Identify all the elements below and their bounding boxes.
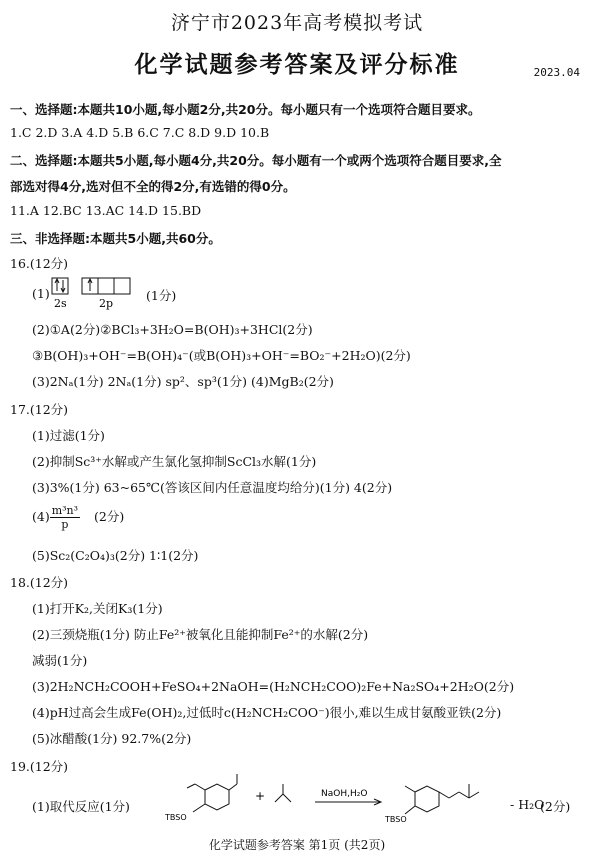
methoxy-bond [195, 784, 205, 790]
orbital-2p-box-2 [98, 278, 114, 294]
bond-line [229, 784, 237, 790]
q17-part4-prefix: (4) [32, 509, 50, 524]
q18-part4: (4)pH过高会生成Fe(OH)₂,过低时c(H₂NCH₂COO⁻)很小,难以生成甘氨酸亚铁(2分) [32, 705, 502, 720]
benzene-ring-icon [415, 786, 439, 812]
q16-part2c: ③B(OH)₃+OH⁻=B(OH)₄⁻(或B(OH)₃+OH⁻=BO₂⁻+2H₂O)(2分) [32, 348, 411, 363]
plus-sign: + [255, 789, 266, 803]
exam-title: 济宁市2023年高考模拟考试 [170, 12, 424, 34]
section1-answers: 1.C 2.D 3.A 4.D 5.B 6.C 7.C 8.D 9.D 10.B [10, 125, 270, 140]
document-subtitle: 化学试题参考答案及评分标准 [134, 52, 460, 78]
q18-part2b: 减弱(1分) [32, 653, 88, 668]
q18-part5: (5)冰醋酸(1分) 92.7%(2分) [32, 731, 192, 746]
q17-part4 [32, 504, 124, 531]
q17-part1: (1)过滤(1分) [32, 428, 105, 443]
section2-answers: 11.A 12.BC 13.AC 14.D 15.BD [10, 203, 202, 218]
alkene-bond [449, 792, 459, 798]
methoxy-bond [187, 784, 195, 788]
q16-part1-score: (1分) [146, 288, 177, 303]
section3-heading: 三、非选择题:本题共5小题,共60分。 [10, 231, 221, 246]
orbital-2s-label: 2s [54, 297, 67, 310]
q17-part4-score: (2分) [94, 509, 125, 524]
q17-part2: (2)抑制Sc³⁺水解或产生氯化氢抑制ScCl₃水解(1分) [32, 454, 317, 469]
bond-line [193, 804, 205, 812]
q19-heading: 19.(12分) [10, 759, 69, 774]
q17-part5: (5)Sc₂(C₂O₄)₃(2分) 1∶1(2分) [32, 548, 199, 563]
q17-part3: (3)3%(1分) 63~65℃(答该区间内任意温度均给分)(1分) 4(2分) [32, 480, 393, 495]
q19-part1-score: (2分) [540, 799, 571, 814]
section2-heading-line2: 部选对得4分,选对但不全的得2分,有选错的得0分。 [10, 179, 296, 194]
orbital-2p-box-3 [114, 278, 130, 294]
orbital-2s-box [52, 278, 68, 294]
methoxy-bond [405, 786, 415, 792]
orbital-2p-label: 2p [99, 297, 114, 310]
q18-heading: 18.(12分) [10, 575, 69, 590]
fraction-numerator: m³n³ [51, 504, 79, 517]
fraction-denominator: p [61, 518, 69, 531]
ketone-bond [459, 792, 469, 798]
bond-line [405, 806, 415, 814]
q18-part2: (2)三颈烧瓶(1分) 防止Fe²⁺被氧化且能抑制Fe²⁺的水解(2分) [32, 627, 369, 642]
section1-heading: 一、选择题:本题共10小题,每小题2分,共20分。每小题只有一个选项符合题目要求。 [10, 102, 481, 117]
reagent-label: NaOH,H₂O [321, 789, 368, 799]
methyl-bond [469, 792, 479, 798]
q16-part1-prefix: (1) [32, 286, 50, 301]
q18-part1: (1)打开K₂,关闭K₃(1分) [32, 601, 163, 616]
acetone-bond [275, 794, 283, 802]
alkene-bond [439, 792, 449, 798]
benzene-ring-icon [205, 784, 229, 810]
document-date: 2023.04 [533, 66, 580, 79]
tbso-group-label: TBSO [385, 815, 407, 824]
q16-heading: 16.(12分) [10, 256, 69, 271]
section2-heading-line1: 二、选择题:本题共5小题,每小题4分,共20分。每小题有一个或两个选项符合题目要求,全 [10, 153, 502, 168]
acetone-bond [283, 794, 291, 802]
q18-part3: (3)2H₂NCH₂COOH+FeSO₄+2NaOH=(H₂NCH₂COO)₂Fe+Na₂SO₄+2H₂O(2分) [32, 679, 515, 694]
fraction [50, 504, 80, 531]
q19-part1-prefix: (1)取代反应(1分) [32, 799, 130, 814]
q16-part3-4: (3)2Nₐ(1分) 2Nₐ(1分) sp²、sp³(1分) (4)MgB₂(2分) [32, 374, 334, 389]
orbital-diagram [50, 276, 150, 310]
page-footer: 化学试题参考答案 第1页 (共2页) [208, 838, 386, 852]
water-byproduct: - H₂O [510, 797, 545, 812]
tbso-group-label: TBSO [165, 813, 187, 822]
q17-heading: 17.(12分) [10, 402, 69, 417]
product-structure [385, 772, 495, 832]
q16-part2: (2)①A(2分)②BCl₃+3H₂O=B(OH)₃+3HCl(2分) [32, 322, 313, 337]
